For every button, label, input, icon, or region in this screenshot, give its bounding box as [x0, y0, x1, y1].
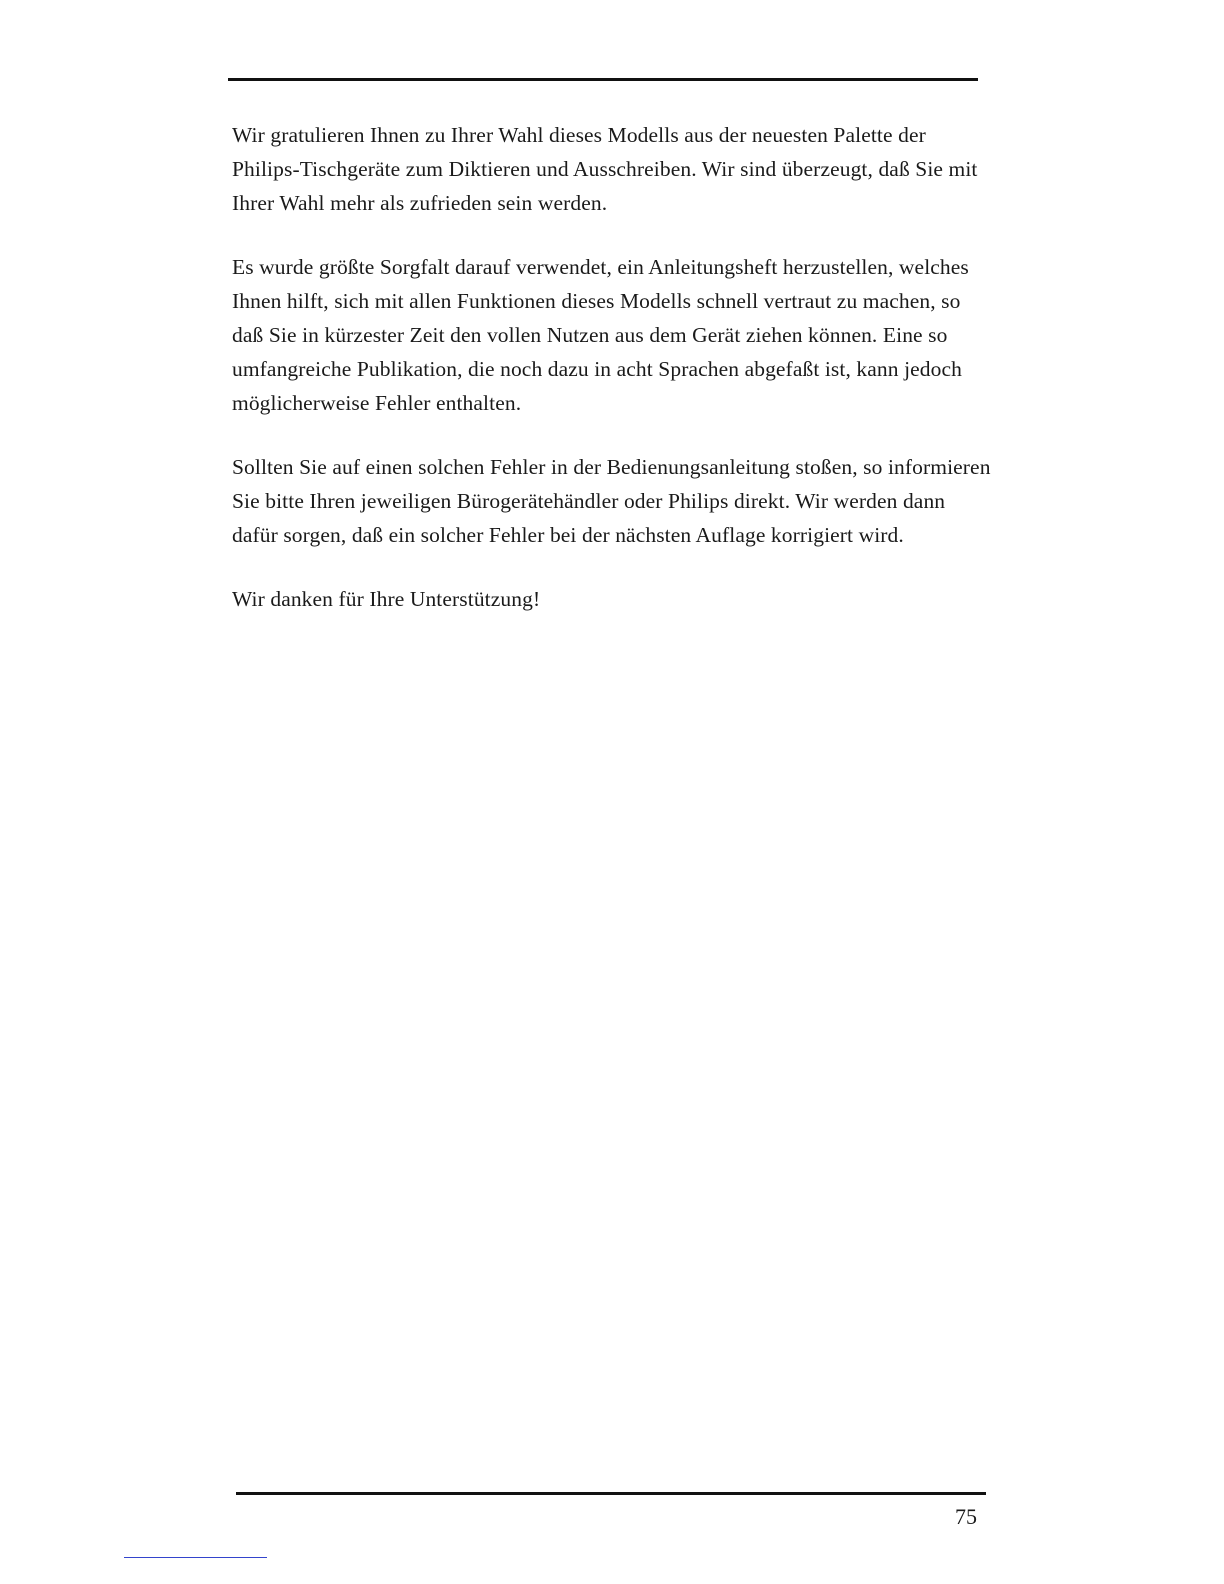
paragraph-congratulations: Wir gratulieren Ihnen zu Ihrer Wahl dieses Modells aus der neuesten Palette der Philips-Tischgeräte zum Diktieren und Ausschreiben. Wir sind überzeugt, daß Sie mit Ihrer Wahl mehr als zufrieden sein werden. — [232, 123, 978, 215]
body-text — [232, 118, 992, 646]
top-rule — [228, 78, 978, 81]
paragraph-report-errors: Sollten Sie auf einen solchen Fehler in der Bedienungsanleitung stoßen, so informieren Sie bitte Ihren jeweiligen Bürogerätehändler oder Philips direkt. Wir werden dann dafür sorgen, daß ein solcher Fehler bei der nächsten Auflage korrigiert wird. — [232, 455, 991, 547]
paragraph-thanks: Wir danken für Ihre Unterstützung! — [232, 587, 541, 611]
page-number: 75 — [955, 1504, 977, 1529]
bottom-rule — [236, 1492, 986, 1495]
footer-link-underline — [124, 1557, 267, 1558]
paragraph-manual-care: Es wurde größte Sorgfalt darauf verwendet, ein Anleitungsheft herzustellen, welches Ihnen hilft, sich mit allen Funktionen dieses Modells schnell vertraut zu machen, so daß Sie in kürzester Zeit den vollen Nutzen aus dem Gerät ziehen können. Eine so umfangreiche Publikation, die noch dazu in acht Sprachen abgefaßt ist, kann jedoch möglicherweise Fehler enthalten. — [232, 255, 969, 415]
